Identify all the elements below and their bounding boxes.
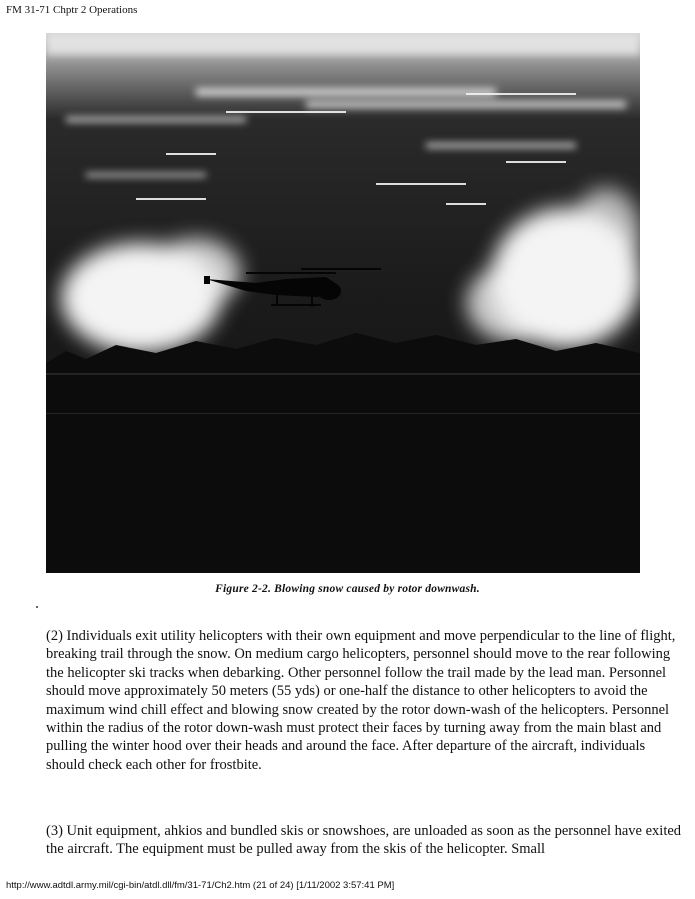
stray-mark — [36, 606, 38, 608]
paragraph-2: (2) Individuals exit utility helicopters with their own equipment and move perpendicular to the line of flight, breaking trail through the snow. On medium cargo helicopters, personnel should move to the rear following the helicopter ski tracks when debarking. Other personnel follow the trail made by the lead man. Personnel should move approximately 50 meters (55 yds) or one-half the distance to other helicopters to avoid the maximum wind chill effect and blowing snow created by the rotor down-wash of the helicopters. Personnel within the radius of the rotor down-wash must protect their faces by turning away from the main blast and pulling the winter hood over their heads and around the face. After departure of the aircraft, individuals should check each other for frostbite. — [46, 628, 676, 773]
figure-photo — [46, 33, 640, 573]
figure-caption: Figure 2-2. Blowing snow caused by rotor downwash. — [215, 583, 480, 595]
page-header-title: FM 31-71 Chptr 2 Operations — [6, 4, 138, 16]
page-footer-url: http://www.adtdl.army.mil/cgi-bin/atdl.dll/fm/31-71/Ch2.htm (21 of 24) [1/11/2002 3:57:41 PM] — [6, 880, 395, 891]
paragraph-3: (3) Unit equipment, ahkios and bundled skis or snowshoes, are unloaded as soon as the personnel have exited the aircraft. The equipment must be pulled away from the skis of the helicopter. Small — [46, 823, 682, 858]
